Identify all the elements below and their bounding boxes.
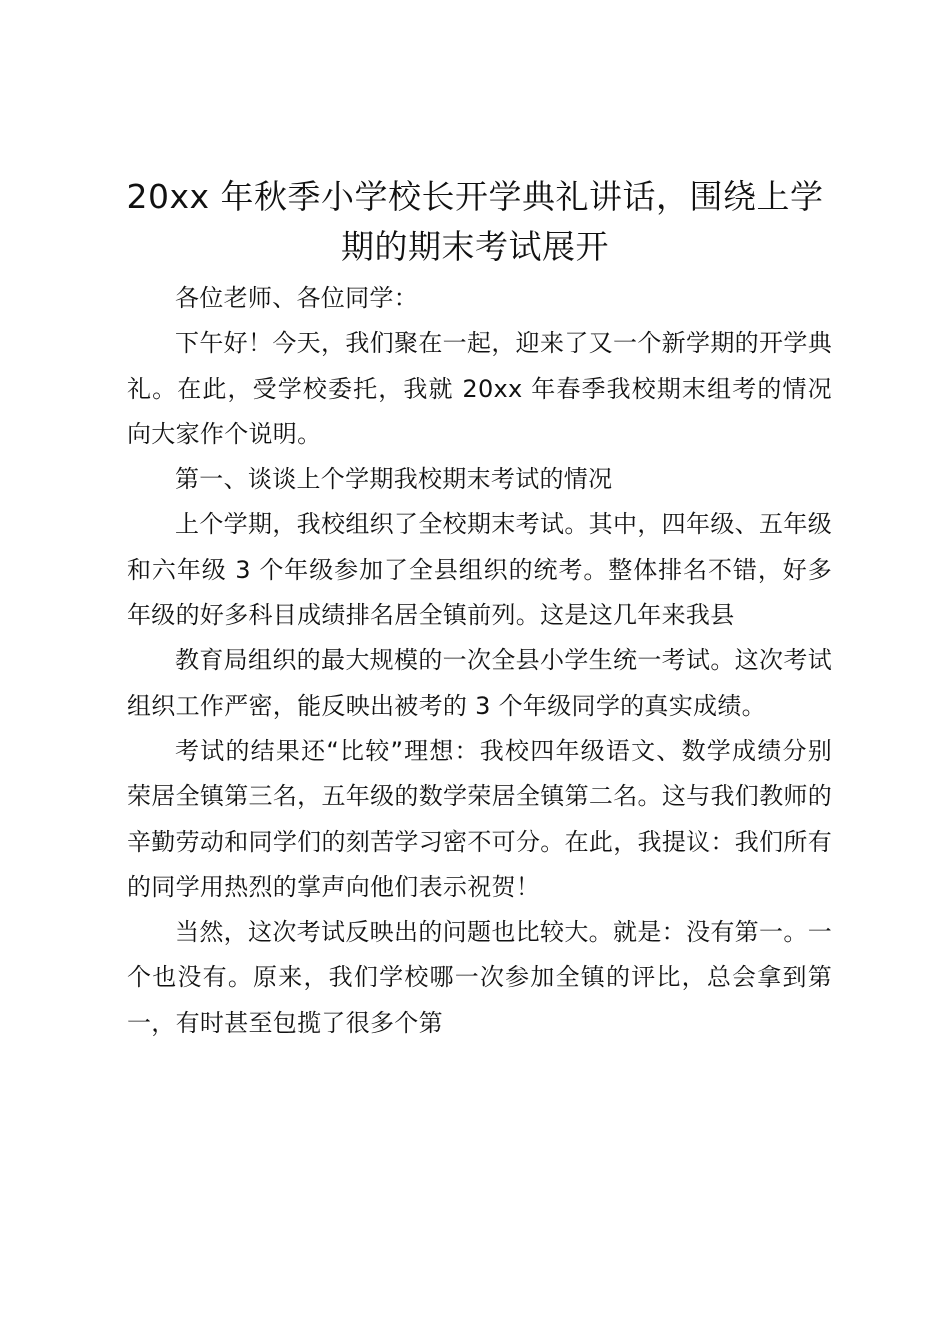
paragraph-salutation: 各位老师、各位同学： bbox=[175, 284, 418, 312]
document-title: 20xx 年秋季小学校长开学典礼讲话，围绕上学期的期末考试展开 bbox=[126, 177, 824, 266]
paragraph-exam-organization: 教育局组织的最大规模的一次全县小学生统一考试。这次考试组织工作严密，能反映出被考的 3 个年级同学的真实成绩。 bbox=[127, 646, 832, 720]
paragraph-exam-overview: 上个学期，我校组织了全校期末考试。其中，四年级、五年级和六年级 3 个年级参加了全县组织的统考。整体排名不错，好多年级的好多科目成绩排名居全镇前列。这是这几年来我县 bbox=[127, 510, 832, 630]
section-heading: 第一、谈谈上个学期我校期末考试的情况 bbox=[175, 465, 613, 494]
paragraph-exam-results: 考试的结果还“比较”理想：我校四年级语文、数学成绩分别荣居全镇第三名，五年级的数学荣居全镇第二名。这与我们教师的辛勤劳动和同学们的刻苦学习密不可分。在此，我提议：我们所有的同学用热烈的掌声向他们表示祝贺！ bbox=[127, 736, 832, 901]
paragraph-greeting: 下午好！今天，我们聚在一起，迎来了又一个新学期的开学典礼。在此，受学校委托，我就 20xx 年春季我校期末组考的情况向大家作个说明。 bbox=[127, 329, 832, 448]
document-body bbox=[127, 276, 832, 1046]
paragraph-exam-problems: 当然，这次考试反映出的问题也比较大。就是：没有第一。一个也没有。原来，我们学校哪一次参加全镇的评比，总会拿到第一，有时甚至包揽了很多个第 bbox=[127, 918, 832, 1037]
